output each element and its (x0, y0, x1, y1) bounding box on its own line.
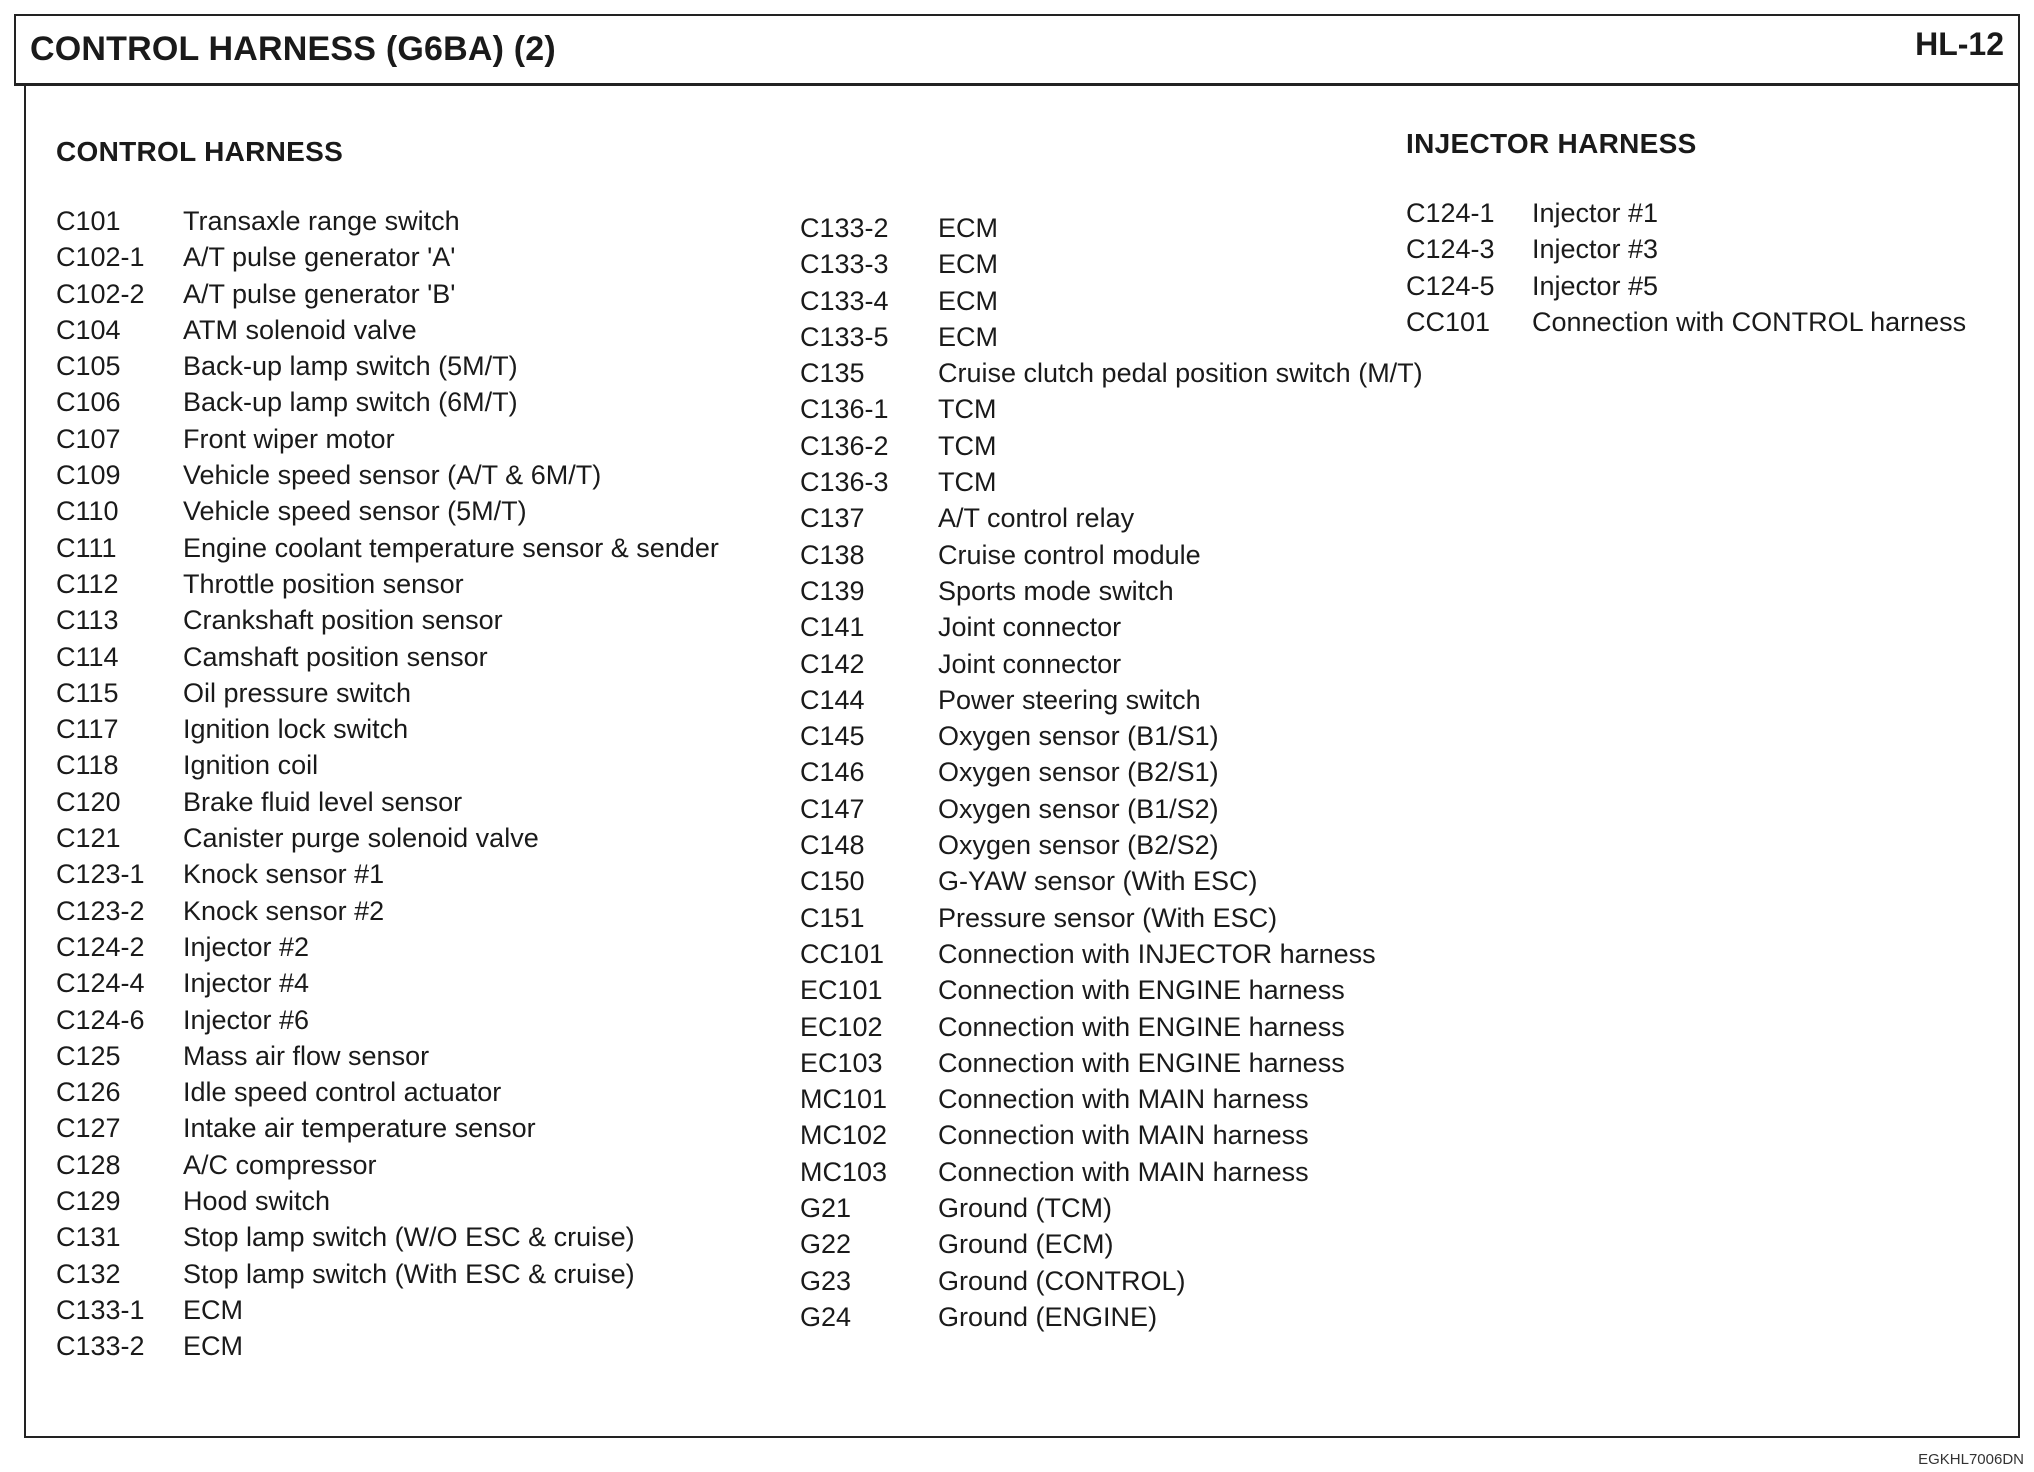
connector-code: C141 (800, 612, 865, 643)
list-item (56, 460, 602, 496)
list-item (56, 641, 488, 678)
list-item (800, 612, 1122, 648)
connector-code: C115 (56, 677, 119, 708)
connector-description: Oil pressure switch (183, 677, 412, 708)
connector-code: C133-1 (56, 1294, 145, 1325)
connector-description: ECM (938, 321, 998, 352)
list-item (800, 1193, 1113, 1229)
connector-description: Connection with ENGINE harness (938, 1047, 1345, 1078)
list-item (800, 1120, 1309, 1156)
connector-code: MC102 (800, 1120, 888, 1151)
list-item (800, 1301, 1158, 1338)
connector-code: C109 (56, 460, 121, 491)
connector-code: C139 (800, 575, 865, 606)
connector-code: C124-2 (56, 931, 145, 962)
connector-code: C133-3 (800, 249, 889, 280)
connector-code: C147 (800, 793, 865, 824)
connector-code: C124-1 (1406, 198, 1495, 228)
connector-description: Connection with ENGINE harness (938, 975, 1345, 1006)
list-item (56, 242, 456, 278)
connector-description: ECM (183, 1294, 243, 1325)
connector-description: Brake fluid level sensor (183, 786, 463, 817)
connector-description: TCM (938, 394, 997, 425)
connector-description: ECM (938, 213, 998, 243)
connector-description: Sports mode switch (938, 575, 1174, 606)
list-item (56, 859, 385, 895)
list-item (800, 321, 998, 358)
list-item (800, 213, 998, 249)
connector-description: Camshaft position sensor (183, 641, 488, 672)
list-item (56, 677, 412, 714)
list-item (56, 786, 463, 823)
list-item (56, 314, 417, 351)
list-item (56, 1186, 331, 1222)
connector-code: C121 (56, 823, 121, 854)
connector-code: C133-4 (800, 285, 889, 316)
list-item (56, 351, 518, 387)
connector-description: A/T pulse generator 'B' (183, 278, 456, 309)
connector-code: C131 (56, 1222, 121, 1253)
connector-description: Back-up lamp switch (5M/T) (183, 351, 518, 382)
list-item (800, 285, 998, 322)
list-item (56, 1004, 310, 1041)
connector-description: Mass air flow sensor (183, 1040, 430, 1071)
list-item (56, 568, 464, 605)
list-item (800, 866, 1258, 902)
list-item (56, 823, 539, 859)
connector-code: C127 (56, 1113, 121, 1144)
connector-code: C101 (56, 206, 121, 236)
connector-code: CC101 (800, 938, 885, 969)
connector-description: Vehicle speed sensor (A/T & 6M/T) (183, 460, 602, 491)
connector-description: G-YAW sensor (With ESC) (938, 866, 1258, 897)
connector-description: Connection with CONTROL harness (1532, 306, 1967, 337)
connector-description: Throttle position sensor (183, 568, 464, 599)
list-item (800, 539, 1201, 576)
connector-description: Cruise clutch pedal position switch (M/T) (938, 358, 1423, 389)
connector-code: C151 (800, 902, 865, 933)
connector-code: EC102 (800, 1011, 883, 1042)
connector-code: C123-2 (56, 895, 145, 926)
connector-description: Ground (CONTROL) (938, 1265, 1186, 1296)
list-item (56, 714, 409, 750)
connector-code: C126 (56, 1077, 121, 1108)
connector-code: C124-5 (1406, 270, 1495, 301)
connector-description: Injector #6 (183, 1004, 310, 1035)
list-item (56, 1331, 243, 1367)
connector-description: Joint connector (938, 648, 1122, 679)
connector-description: ATM solenoid valve (183, 314, 417, 345)
connector-description: Injector #2 (183, 931, 310, 962)
connector-code: C120 (56, 786, 121, 817)
list-item (800, 721, 1219, 757)
connector-description: Oxygen sensor (B2/S2) (938, 830, 1219, 861)
connector-code: C104 (56, 314, 121, 345)
connector-code: C129 (56, 1186, 121, 1217)
injector-harness-list (1406, 198, 1967, 343)
figure-id: EGKHL7006DN (1918, 1451, 2024, 1468)
list-item (1406, 270, 1659, 307)
list-item (56, 605, 503, 641)
list-item (800, 1229, 1114, 1265)
list-item (800, 394, 997, 430)
connector-code: C133-2 (800, 213, 889, 243)
connector-code: C146 (800, 757, 865, 788)
list-item (56, 278, 456, 315)
connector-description: Stop lamp switch (W/O ESC & cruise) (183, 1222, 635, 1253)
connector-code: C107 (56, 423, 121, 454)
connector-description: A/C compressor (183, 1149, 377, 1180)
connector-code: G21 (800, 1193, 852, 1224)
connector-description: Front wiper motor (183, 423, 395, 454)
list-item (800, 430, 997, 467)
connector-description: Injector #1 (1532, 198, 1659, 228)
list-item (800, 503, 1135, 539)
page-number: HL-12 (1915, 26, 2004, 62)
connector-description: Ignition lock switch (183, 714, 409, 745)
list-item (800, 793, 1219, 830)
connector-description: TCM (938, 430, 997, 461)
list-item (800, 467, 997, 503)
list-item (56, 206, 460, 242)
connector-description: Intake air temperature sensor (183, 1113, 536, 1144)
connector-code: C124-6 (56, 1004, 145, 1035)
connector-description: ECM (938, 285, 998, 316)
list-item (800, 575, 1174, 612)
connector-code: C133-2 (56, 1331, 145, 1362)
connector-code: C105 (56, 351, 121, 382)
connector-code: C106 (56, 387, 121, 418)
connector-description: Injector #4 (183, 968, 310, 999)
connector-description: Power steering switch (938, 684, 1201, 715)
list-item (800, 358, 1423, 394)
connector-code: C136-3 (800, 467, 889, 498)
connector-code: C112 (56, 568, 119, 599)
connector-description: ECM (938, 249, 998, 280)
list-item (800, 902, 1278, 939)
connector-description: Back-up lamp switch (6M/T) (183, 387, 518, 418)
list-item (56, 1113, 536, 1149)
connector-code: C132 (56, 1258, 121, 1289)
connector-description: Pressure sensor (With ESC) (938, 902, 1278, 933)
connector-code: C125 (56, 1040, 121, 1071)
connector-code: C110 (56, 496, 119, 527)
connector-description: Knock sensor #2 (183, 895, 385, 926)
connector-code: MC101 (800, 1084, 888, 1115)
connector-description: Idle speed control actuator (183, 1077, 502, 1108)
connector-code: C145 (800, 721, 865, 752)
connector-description: ECM (183, 1331, 243, 1362)
connector-code: C124-3 (1406, 234, 1495, 265)
connector-code: G24 (800, 1301, 852, 1332)
connector-code: C128 (56, 1149, 121, 1180)
connector-description: Knock sensor #1 (183, 859, 385, 890)
control-harness-heading: CONTROL HARNESS (56, 136, 344, 167)
connector-code: C137 (800, 503, 865, 534)
connector-description: Ground (TCM) (938, 1193, 1113, 1224)
connector-description: Transaxle range switch (183, 206, 460, 236)
connector-code: C138 (800, 539, 865, 570)
connector-code: CC101 (1406, 306, 1491, 337)
list-item (56, 895, 385, 932)
connector-description: Ground (ECM) (938, 1229, 1114, 1260)
connector-description: Joint connector (938, 612, 1122, 643)
connector-description: Engine coolant temperature sensor & sender (183, 532, 719, 563)
list-item (800, 249, 998, 285)
connector-description: Cruise control module (938, 539, 1201, 570)
list-item (56, 750, 319, 786)
connector-description: Injector #3 (1532, 234, 1659, 265)
list-item (800, 1156, 1309, 1193)
control-harness-list (56, 206, 719, 1368)
list-item (800, 830, 1219, 866)
connector-description: A/T pulse generator 'A' (183, 242, 456, 273)
connector-description: Connection with MAIN harness (938, 1120, 1309, 1151)
connector-code: C117 (56, 714, 119, 745)
list-item (800, 648, 1122, 685)
connector-code: C102-2 (56, 278, 145, 309)
connector-description: A/T control relay (938, 503, 1135, 534)
list-item (800, 1265, 1186, 1302)
list-item (800, 1047, 1345, 1084)
list-item (56, 1040, 430, 1077)
list-item (1406, 198, 1659, 234)
connector-description: TCM (938, 467, 997, 498)
control-harness-cont-list (800, 213, 1423, 1338)
connector-code: C148 (800, 830, 865, 861)
connector-description: Connection with MAIN harness (938, 1156, 1309, 1187)
connector-code: C113 (56, 605, 119, 636)
list-item (56, 532, 719, 569)
injector-harness-heading: INJECTOR HARNESS (1406, 128, 1697, 159)
list-item (56, 1258, 635, 1295)
connector-code: C150 (800, 866, 865, 897)
list-item (56, 496, 527, 532)
list-item (56, 968, 310, 1004)
list-item (56, 1294, 243, 1331)
connector-description: Canister purge solenoid valve (183, 823, 539, 854)
connector-description: Hood switch (183, 1186, 331, 1217)
list-item (800, 684, 1201, 721)
connector-code: C136-2 (800, 430, 889, 461)
page-header (14, 14, 2020, 86)
list-item (800, 757, 1219, 793)
connector-code: C114 (56, 641, 119, 672)
connector-description: Oxygen sensor (B1/S1) (938, 721, 1219, 752)
connector-code: C135 (800, 358, 865, 389)
list-item (800, 938, 1376, 975)
connector-description: Oxygen sensor (B2/S1) (938, 757, 1219, 788)
connector-code: C124-4 (56, 968, 145, 999)
connector-description: Oxygen sensor (B1/S2) (938, 793, 1219, 824)
list-item (56, 387, 518, 423)
list-item (56, 1149, 377, 1186)
connector-description: Connection with ENGINE harness (938, 1011, 1345, 1042)
connector-code: EC101 (800, 975, 883, 1006)
connector-description: Connection with MAIN harness (938, 1084, 1309, 1115)
list-item (56, 423, 395, 460)
connector-code: C136-1 (800, 394, 889, 425)
list-item (56, 1222, 635, 1258)
connector-code: C111 (56, 532, 117, 563)
connector-description: Stop lamp switch (With ESC & cruise) (183, 1258, 635, 1289)
connector-code: C144 (800, 684, 865, 715)
connector-code: G23 (800, 1265, 852, 1296)
connector-description: Connection with INJECTOR harness (938, 938, 1376, 969)
connector-description: Vehicle speed sensor (5M/T) (183, 496, 527, 527)
page-title: CONTROL HARNESS (G6BA) (2) (30, 30, 556, 68)
list-item (800, 1084, 1309, 1120)
connector-description: Injector #5 (1532, 270, 1659, 301)
connector-code: EC103 (800, 1047, 883, 1078)
list-item (800, 1011, 1345, 1048)
connector-code: G22 (800, 1229, 852, 1260)
list-item (800, 975, 1345, 1011)
connector-code: C133-5 (800, 321, 889, 352)
list-item (56, 931, 310, 968)
list-item (1406, 234, 1659, 270)
connector-code: MC103 (800, 1156, 888, 1187)
list-item (56, 1077, 502, 1113)
list-item (1406, 306, 1967, 343)
connector-description: Ignition coil (183, 750, 319, 781)
connector-code: C142 (800, 648, 865, 679)
connector-description: Ground (ENGINE) (938, 1301, 1158, 1332)
connector-code: C118 (56, 750, 119, 781)
connector-description: Crankshaft position sensor (183, 605, 503, 636)
connector-code: C123-1 (56, 859, 145, 890)
connector-code: C102-1 (56, 242, 145, 273)
